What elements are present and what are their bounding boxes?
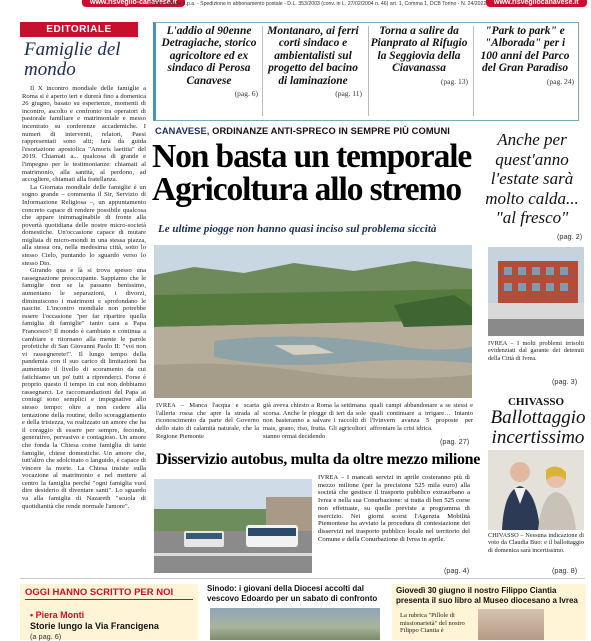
river-photo[interactable] <box>154 245 472 398</box>
author-name: Piera Monti <box>35 610 85 620</box>
oggi-heading: OGGI HANNO SCRITTO PER NOI <box>25 587 174 598</box>
site-url-right[interactable]: www.risvegliocanavese.it <box>486 0 587 7</box>
bus-page-ref: (pag. 4) <box>444 566 470 575</box>
teaser-item[interactable] <box>264 25 362 100</box>
teaser-divider <box>262 26 263 116</box>
postal-notice: Poste Italiane s.p.a. - Spedizione in abbonamento postale - D.L. 353/2003 (conv. in L. 27/02/2004 n. 46) art. 1, Comma 1, DCB Torino - N. 24/2022 <box>150 1 487 7</box>
bus-headline[interactable]: Disservizio autobus, multa da oltre mezzo milione <box>156 451 481 468</box>
editorial-title[interactable]: Famiglie del mondo <box>24 39 121 80</box>
teaser-title: Montanaro, ai ferri corti sindaco e ambientalisti sul progetto del bacino di laminazione <box>267 25 359 87</box>
oggi-page-ref: (a pag. 6) <box>30 632 62 641</box>
teaser-divider <box>473 26 474 116</box>
chivasso-caption: CHIVASSO – Nessuna indicazione di voto da Claudia Buo: e il ballottaggio di domenica sarà incertissimo. <box>488 532 584 554</box>
ciantia-photo[interactable] <box>478 609 544 640</box>
anche-page-ref: (pag. 2) <box>557 232 583 241</box>
teaser-page: (pag. 24) <box>546 76 574 86</box>
kicker-place: CANAVESE, <box>155 126 210 136</box>
chivasso-page-ref: (pag. 8) <box>552 566 578 575</box>
anche-title[interactable]: Anche per quest'anno l'estate sarà molto calda... "al fresco" <box>485 130 579 227</box>
chivasso-title[interactable]: Ballottaggio incertissimo <box>490 407 586 448</box>
editorial-paragraph: Girando qua e là si trova spesso una rassegnazione preoccupante. Sappiamo che le famiglie non se la passano benissimo, aumentano le separazioni, i divorzi, diminuiscono i matrimoni e sprofondano le nascite. L'incontro mondiale non potrebbe essere l'occasione "per far ripartire quella famiglia di famiglie" tanto cara a Papa Francesco? Il mondo è cambiato e continua a cambiare e ritornano alla mente le parole profetiche di San Giovanni Paolo II: "voi non vi rassegnerete!". Il lungo tempo della pandemia con il suo carico di limitazioni ha aumentato il livello di scoramento da cui fatichiamo un po' tutti a riprenderci. Forse è proprio questo il tempo in cui non dobbiamo rassegnarci. Le raccomandazioni del Papa ai coniugi sono semplici e impegnative allo stesso tempo: oltre a non cedere alla tentazione della routine, dello scoraggiamento e della tristezza, va realizzato un amore che ha il coraggio di essere per sempre, fecondo, generativo, pervasivo e contagioso. Un amore che fonda la Chiesa come famiglia di tante famiglie, chiese domestiche. Un amore che, tutt'altro che sdolcinato o languido, è capace di vincere la morte. La Chiesa insiste sulla vocazione al matrimonio e nel mettere al centro la famiglia perché "ogni famiglia vuol dire desiderio di diventare santi". Lo sguardo va alla famiglia di Nazareth "scuola di quotidianità che rende normale l'amore". <box>22 267 146 510</box>
teaser-page: (pag. 6) <box>234 89 258 99</box>
kicker-text: ORDINANZE ANTI-SPRECO IN SEMPRE PIÙ COMUNI <box>209 126 450 136</box>
oggi-story: Storie lungo la Via Francigena <box>30 621 159 631</box>
bus-text: IVREA – I mancati servizi in aprile costeranno più di mezzo milione (per la precisione 525 mila euro) alla società che gestisce il trasporto pubblico extraurbano a Ivrea e nella sua Conurbazione: si tratta di ben 525 corse non effettuate, su quelle previste a programma di esercizio. Nei giorni scorsi l'Agenzia Mobilità Piemontese ha avviato la procedura di contestazione dei disservizi nel trasporto pubblico locale nel territorio del Comune e della Conurbazione di Ivrea in aprile. <box>318 474 470 543</box>
sinodo-photo[interactable] <box>210 608 380 640</box>
headline-line-2: Agricoltura allo stremo <box>152 171 461 208</box>
editorial-paragraph: Il X incontro mondiale delle famiglie a Roma si è aperto ieri e durerà fino a domenica 26 giugno, basato su esperienze, momenti di incontro, ascolto e confronto tra operatori di pastorale familiare e matrimoniale e messo incentrato su conferenze accademiche. I numeri di interventi, relatori, Paesi rappresentati sono alti; farà da guida l'esortazione apostolica "Amoris laetitia" del 2019. Chiamati a... qualcosa di grande e l'impegno per le testimonianze: chiamati al matrimonio, alla santità, al perdono, ad accogliere, chiamati alla fratellanza. <box>22 85 146 184</box>
editorial-body <box>22 85 146 570</box>
teaser-title: L'addio al 90enne Detragiache, storico agricoltore ed ex sindaco di Perosa Canavese <box>161 25 257 87</box>
oggi-rule <box>25 599 193 600</box>
giovedi-heading[interactable]: Giovedì 30 giugno il nostro Filippo Ciantia presenta il suo libro al Museo diocesano a Ivrea <box>396 586 578 605</box>
sinodo-heading[interactable]: Sinodo: i giovani della Diocesi accolti dal vescovo Edoardo per un sabato di confronto <box>207 584 378 603</box>
bottom-separator <box>20 578 585 579</box>
teaser-item[interactable] <box>160 25 258 100</box>
teaser-title: Torna a salire da Pianprato al Rifugio la Seggiovia della Ciavanassa <box>370 25 468 75</box>
chivasso-kicker: CHIVASSO <box>507 396 565 408</box>
prison-photo[interactable] <box>488 247 584 336</box>
teaser-divider <box>368 26 369 116</box>
teaser-page: (pag. 13) <box>440 76 468 86</box>
oggi-author[interactable] <box>30 610 84 620</box>
teaser-page: (pag. 11) <box>335 89 362 99</box>
teaser-item[interactable] <box>476 25 574 88</box>
main-kicker <box>155 126 475 136</box>
prison-page-ref: (pag. 3) <box>552 377 578 386</box>
main-subhead: Le ultime piogge non hanno quasi inciso sul problema siccità <box>158 223 437 235</box>
editorial-tag: EDITORIALE <box>20 22 138 37</box>
chivasso-photo[interactable] <box>488 450 584 530</box>
main-caption-col-2: già aveva chiesto a Roma la settimana scorsa. Anche le piogge di ieri da sole non basteranno a salvare i raccolti di mais, grano, riso, frutta. Gli agricoltori stanno ormai decidendo <box>263 402 366 440</box>
main-page-ref: (pag. 27) <box>440 437 470 446</box>
bullet-icon: • <box>30 610 36 620</box>
giovedi-text: La rubrica "Pillole di missionarietà" del nostro Filippo Ciantia è <box>400 612 465 635</box>
main-caption-col-3: quali campi abbandonare a se stessi e quali continuare a irrigare… Intanto l'Ivinvern avanza 5 proposte per affrontare la crisi idrica. <box>370 402 473 433</box>
editorial-paragraph: La Giornata mondiale delle famiglie è un sogno grande – commenta il Sir, Servizio di Informazione Religiosa –, un appuntamento concreto capace di rendere possibile qualcosa che appare inimmaginabile di fronte alla povertà quotidiana delle nostre micro-società domestiche. Un'occasione capace di mutare migliaia di micro-mondi in una stessa piazza, alla stessa ora, nella medesima città, sotto lo stesso Cielo, puntando lo sguardo verso lo stesso Dio. <box>22 183 146 267</box>
teaser-item[interactable] <box>370 25 468 88</box>
bus-photo[interactable] <box>154 479 312 573</box>
site-url-left[interactable]: www.risveglio-canavese.it <box>82 0 185 7</box>
headline-line-1: Non basta un temporale <box>152 138 472 175</box>
main-headline[interactable] <box>152 140 477 206</box>
main-caption-col-1: IVREA – Manca l'acqua e scarta l'alleria rossa che apre la strada al riconoscimento da parte del Governo dello stato di calamità naturale, che la Regione Piemonte <box>156 402 259 440</box>
prison-caption: IVREA – I molti problemi irrisolti evidenziati dal garante dei detenuti della Città di Ivrea. <box>488 340 584 362</box>
teaser-title: "Park to park" e "Alborada" per i 100 anni del Parco del Gran Paradiso <box>480 25 570 75</box>
